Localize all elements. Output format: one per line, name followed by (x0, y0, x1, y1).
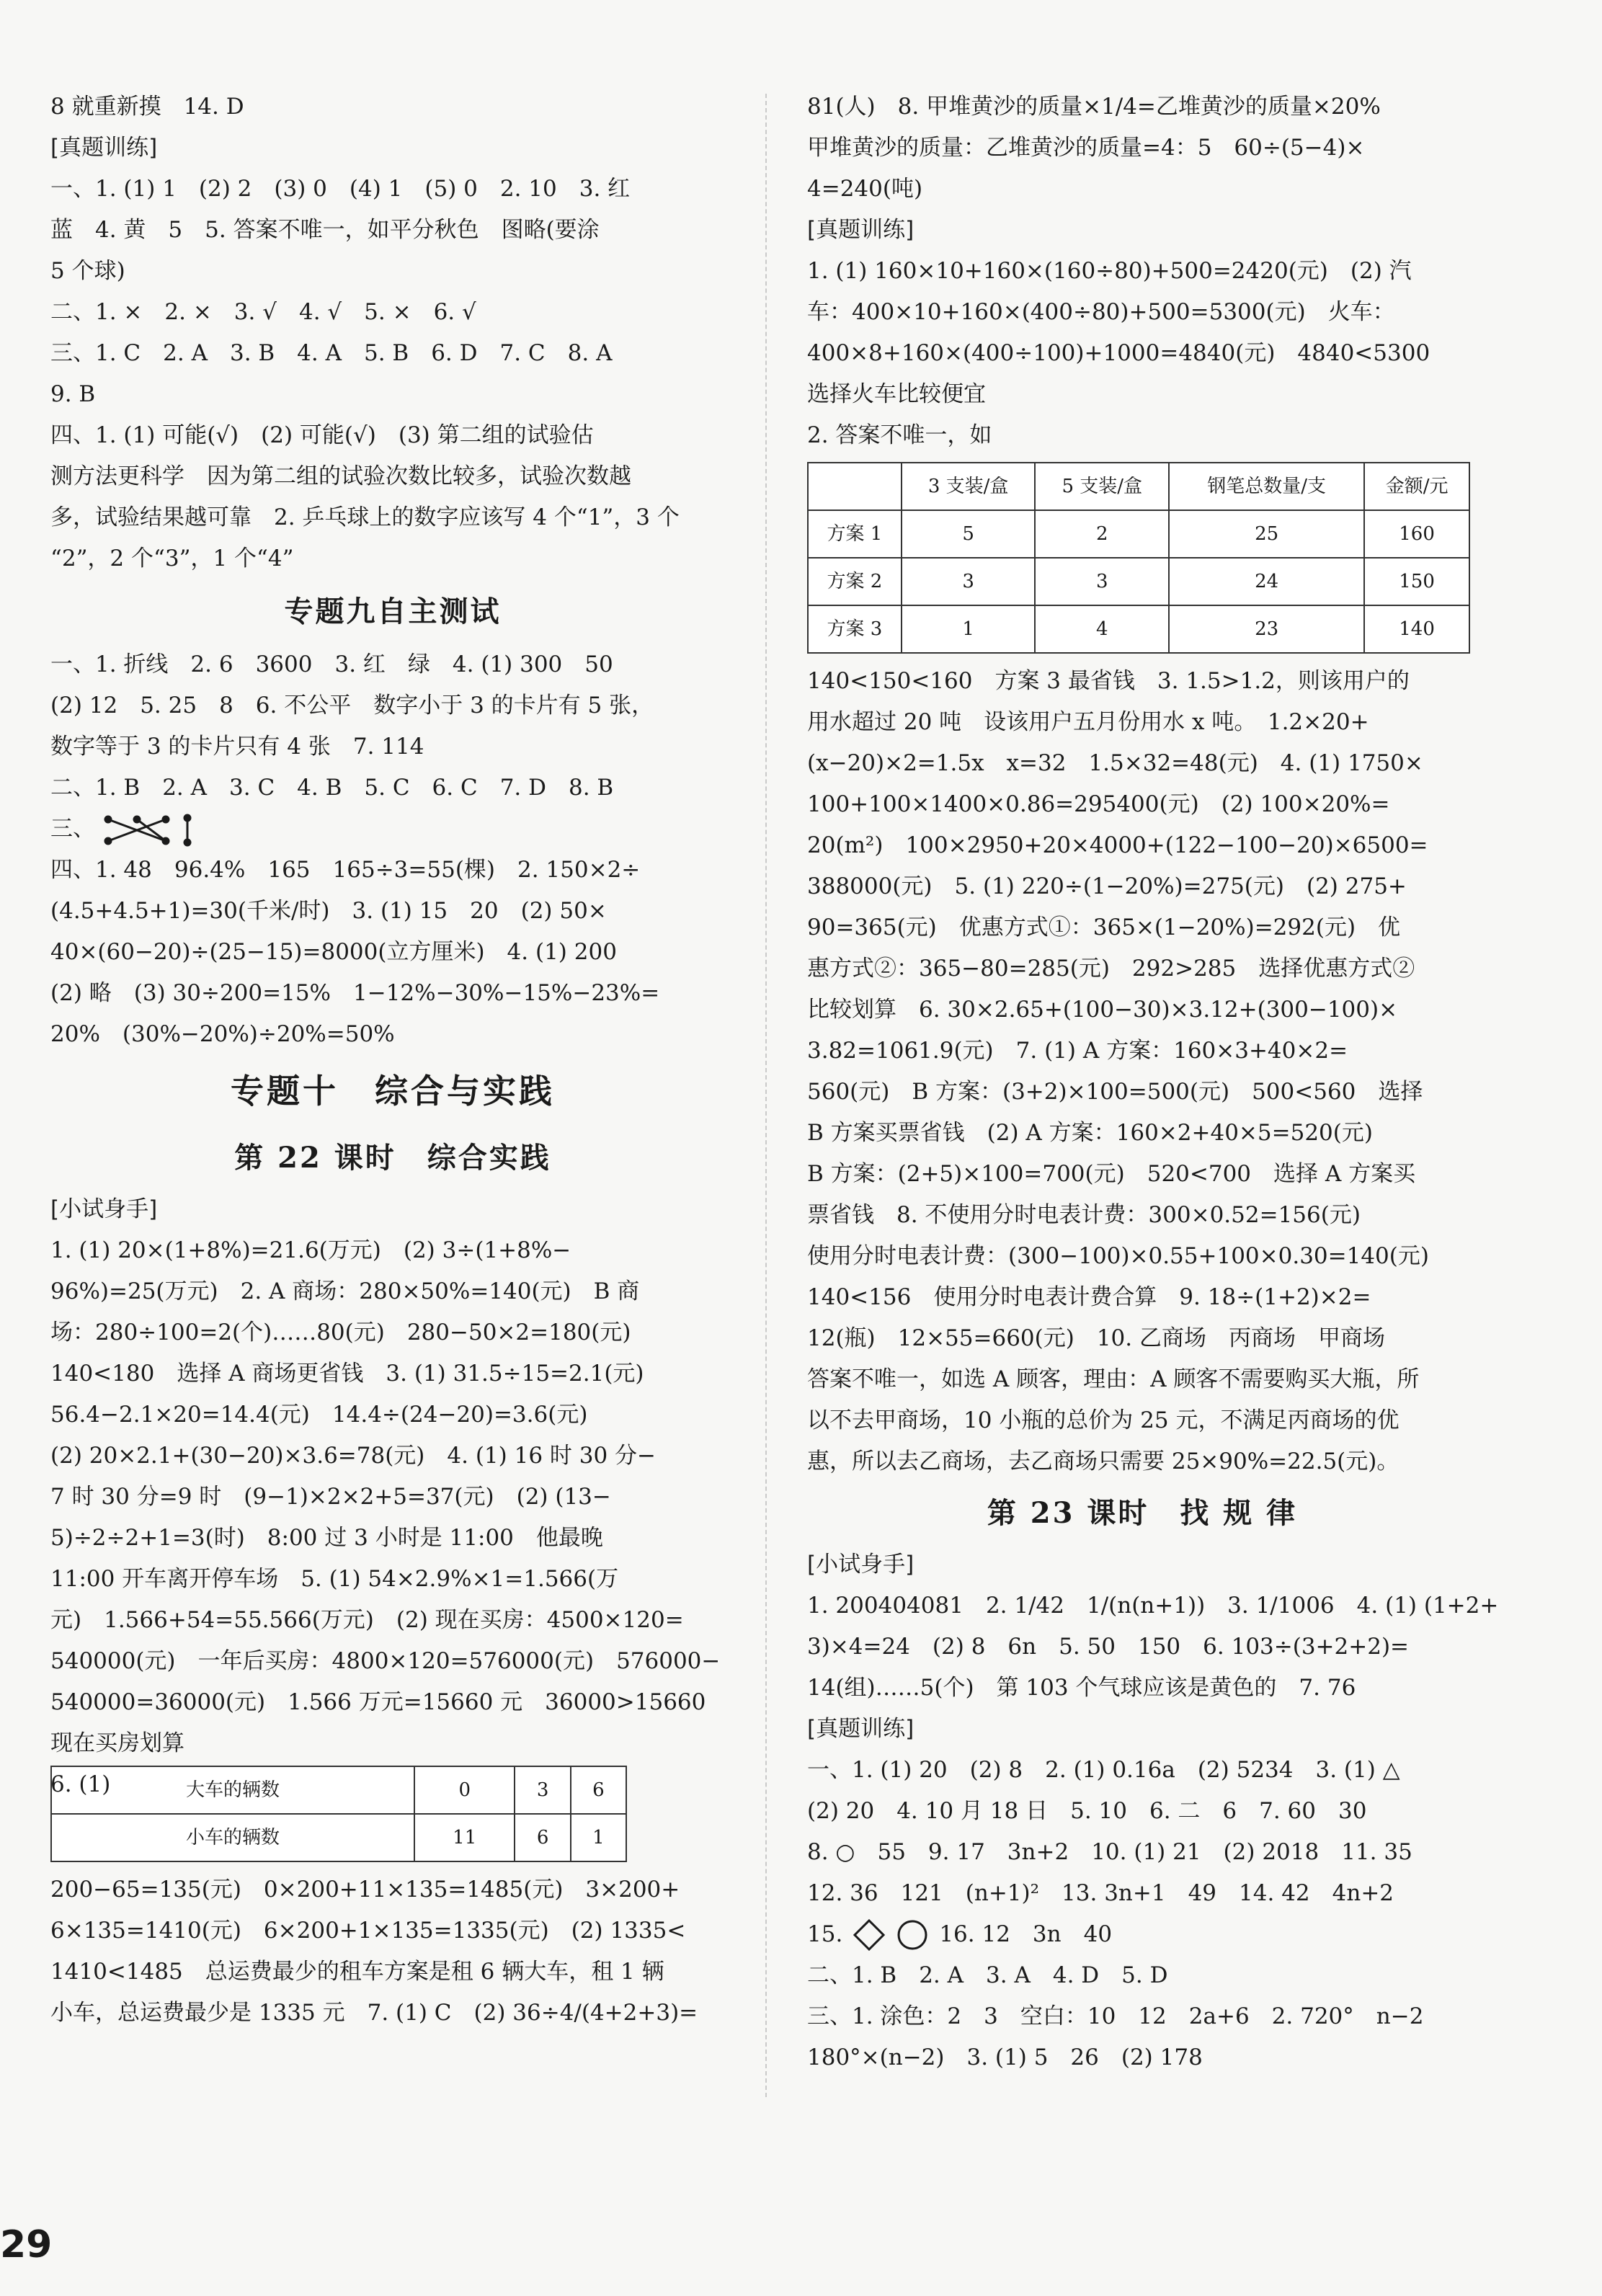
text-line: 540000(元) 一年后买房：4800×120=576000(元) 576000− (50, 1648, 721, 1674)
text-line: 400×8+160×(400÷100)+1000=4840(元) 4840<5300 (807, 340, 1430, 366)
text-line: 票省钱 8. 不使用分时电表计费：300×0.52=156(元) (807, 1202, 1361, 1228)
text-line: 6×135=1410(元) 6×200+1×135=1335(元) (2) 1335< (50, 1918, 686, 1944)
text-line: 1. (1) 160×10+160×(160÷80)+500=2420(元) (2) 汽 (807, 258, 1412, 284)
table-row (51, 1814, 626, 1861)
table-cell: 0 (414, 1766, 515, 1814)
lesson-heading: 第 22 课时 综合实践 (234, 1141, 551, 1175)
text-line: 140<156 使用分时电表计费合算 9. 18÷(1+2)×2= (807, 1284, 1371, 1310)
text-line: B 方案：(2+5)×100=700(元) 520<700 选择 A 方案买 (807, 1161, 1416, 1187)
text-line: B 方案买票省钱 (2) A 方案：160×2+40×5=520(元) (807, 1120, 1373, 1146)
table-cell: 150 (1364, 558, 1469, 605)
table-cell: 6 (515, 1814, 570, 1861)
table-cell: 4 (1035, 605, 1169, 653)
text-line: 2. 答案不唯一，如 (807, 422, 992, 448)
zhuanti9-block (50, 644, 735, 1055)
text-line: 3.82=1061.9(元) 7. (1) A 方案：160×3+40×2= (807, 1038, 1348, 1064)
chapter-heading: 专题十 综合与实践 (231, 1072, 555, 1111)
text-line: 四、1. (1) 可能(√) (2) 可能(√) (3) 第二组的试验估 (50, 422, 594, 448)
text-line: 180°×(n−2) 3. (1) 5 26 (2) 178 (807, 2044, 1203, 2070)
table-cell: 方案 3 (808, 605, 902, 653)
right-column (807, 86, 1499, 2078)
question-label: 15. (807, 1921, 843, 1947)
text-line: 甲堆黄沙的质量：乙堆黄沙的质量=4：5 60÷(5−4)× (807, 135, 1365, 161)
zhenti-block-1 (50, 169, 735, 579)
section-tag: [小试身手] (50, 1196, 158, 1222)
text-line: 小车，总运费最少是 1335 元 7. (1) C (2) 36÷4/(4+2+3)= (50, 2000, 698, 2026)
table-cell: 3 (902, 558, 1036, 605)
text-line: 多，试验结果越可靠 2. 乒乓球上的数字应该写 4 个“1”，3 个 (50, 504, 680, 530)
matching-lines-icon (102, 812, 210, 848)
matching-label: 三、 (50, 816, 95, 842)
shape-answer-line (807, 1914, 1477, 1955)
diamond-icon (853, 1918, 886, 1952)
text-line: 40×(60−20)÷(25−15)=8000(立方厘米) 4. (1) 200 (50, 939, 617, 965)
text-line: 场：280÷100=2(个)……80(元) 280−50×2=180(元) (50, 1320, 631, 1345)
section-tag: [小试身手] (807, 1552, 915, 1578)
text-line: 现在买房划算 (50, 1730, 184, 1756)
text-line: 一、1. (1) 20 (2) 8 2. (1) 0.16a (2) 5234 3. (1) △ (807, 1757, 1400, 1783)
text-line: 3)×4=24 (2) 8 6n 5. 50 150 6. 103÷(3+2+2)= (807, 1634, 1410, 1660)
table-cell: 3 (1035, 558, 1169, 605)
text-line: 二、1. × 2. × 3. √ 4. √ 5. × 6. √ (50, 299, 476, 325)
column-divider (765, 94, 767, 2097)
text-line: 12(瓶) 12×55=660(元) 10. 乙商场 丙商场 甲商场 (807, 1325, 1385, 1351)
text-line: 二、1. B 2. A 3. A 4. D 5. D (807, 1962, 1168, 1988)
zhenti-block-2 (807, 251, 1477, 456)
text-line: 560(元) B 方案：(3+2)×100=500(元) 500<560 选择 (807, 1079, 1423, 1105)
text-line: 4=240(吨) (807, 176, 923, 202)
text-line: 96%)=25(万元) 2. A 商场：280×50%=140(元) B 商 (50, 1278, 640, 1304)
text-line: 数字等于 3 的卡片只有 4 张 7. 114 (50, 734, 424, 760)
after-pen-table (807, 661, 1477, 1482)
vehicle-table (50, 1766, 627, 1862)
table-cell: 23 (1169, 605, 1364, 653)
table-header: 钢笔总数量/支 (1169, 463, 1364, 510)
table-header: 3 支装/盒 (902, 463, 1036, 510)
text-line: 9. B (50, 381, 96, 407)
lesson23-block-a (807, 1585, 1499, 1709)
table-header: 金额/元 (1364, 463, 1469, 510)
text-line: 1. 200404081 2. 1/42 1/(n(n+1)) 3. 1/1006 4. (1) (1+2+ (807, 1593, 1499, 1619)
lesson23-block-b (807, 1750, 1477, 2078)
text-line: 8 就重新摸 14. D (50, 94, 244, 120)
text-line: (2) 20×2.1+(30−20)×3.6=78(元) 4. (1) 16 时 30 分− (50, 1443, 657, 1469)
left-column (50, 86, 735, 2034)
table-cell: 25 (1169, 510, 1364, 558)
lesson22-block (50, 1230, 735, 1764)
text-line: 140<180 选择 A 商场更省钱 3. (1) 31.5÷15=2.1(元) (50, 1361, 644, 1387)
text-line: 7 时 30 分=9 时 (9−1)×2×2+5=37(元) (2) (13− (50, 1484, 611, 1510)
text-line: 20% (30%−20%)÷20%=50% (50, 1021, 395, 1047)
text-line: 81(人) 8. 甲堆黄沙的质量×1/4=乙堆黄沙的质量×20% (807, 94, 1381, 120)
lesson-heading: 第 23 课时 找 规 律 (987, 1496, 1298, 1530)
text-line: 三、1. 涂色：2 3 空白：10 12 2a+6 2. 720° n−2 (807, 2003, 1424, 2029)
table-cell: 11 (414, 1814, 515, 1861)
table-cell: 3 (515, 1766, 570, 1814)
table-cell: 小车的辆数 (51, 1814, 414, 1861)
pen-plan-table (807, 462, 1470, 654)
text-line: 11:00 开车离开停车场 5. (1) 54×2.9%×1=1.566(万 (50, 1566, 619, 1592)
table-header-row (808, 463, 1469, 510)
text-line: 一、1. (1) 1 (2) 2 (3) 0 (4) 1 (5) 0 2. 10 3. 红 (50, 176, 631, 202)
text-line: 车：400×10+160×(400÷80)+500=5300(元) 火车： (807, 299, 1395, 325)
text-line: 200−65=135(元) 0×200+11×135=1485(元) 3×200+ (50, 1877, 680, 1903)
table-cell: 6 (571, 1766, 626, 1814)
text-line: 8. ○ 55 9. 17 3n+2 10. (1) 21 (2) 2018 11. 35 (807, 1839, 1412, 1865)
circle-icon (896, 1918, 929, 1952)
text-line: 三、1. C 2. A 3. B 4. A 5. B 6. D 7. C 8. A (50, 340, 613, 366)
text-line: 5 个球) (50, 258, 125, 284)
text-line: (2) 略 (3) 30÷200=15% 1−12%−30%−15%−23%= (50, 980, 660, 1006)
text-line: “2”，2 个“3”，1 个“4” (50, 546, 294, 571)
table-row (808, 605, 1469, 653)
text-line: 14(组)……5(个) 第 103 个气球应该是黄色的 7. 76 (807, 1675, 1356, 1701)
text-line: 1. (1) 20×(1+8%)=21.6(万元) (2) 3÷(1+8%− (50, 1237, 571, 1263)
text-line: 用水超过 20 吨 设该用户五月份用水 x 吨。 1.2×20+ (807, 709, 1369, 735)
text-line: 5)÷2÷2+1=3(时) 8:00 过 3 小时是 11:00 他最晚 (50, 1525, 603, 1551)
section-heading: 专题九自主测试 (284, 595, 502, 628)
text-line: 比较划算 6. 30×2.65+(100−30)×3.12+(300−100)× (807, 997, 1398, 1023)
table-row (808, 558, 1469, 605)
text-line: 使用分时电表计费：(300−100)×0.55+100×0.30=140(元) (807, 1243, 1429, 1269)
text-line: (2) 12 5. 25 8 6. 不公平 数字小于 3 的卡片有 5 张， (50, 693, 654, 718)
table-row (808, 510, 1469, 558)
matching-line (50, 809, 735, 850)
page-number: 29 (0, 2223, 53, 2266)
text-line: 388000(元) 5. (1) 220÷(1−20%)=275(元) (2) 275+ (807, 873, 1407, 899)
table-row (51, 1766, 626, 1814)
table-header (808, 463, 902, 510)
question-label: 6. (1) (50, 1771, 111, 1797)
text-line: 四、1. 48 96.4% 165 165÷3=55(棵) 2. 150×2÷ (50, 857, 641, 883)
text-line: 16. 12 3n 40 (939, 1921, 1113, 1947)
text-line: 12. 36 121 (n+1)² 13. 3n+1 49 14. 42 4n+2 (807, 1880, 1394, 1906)
table-cell: 160 (1364, 510, 1469, 558)
table-header: 5 支装/盒 (1035, 463, 1169, 510)
text-line: 100+100×1400×0.86=295400(元) (2) 100×20%= (807, 791, 1390, 817)
text-line: 1410<1485 总运费最少的租车方案是租 6 辆大车，租 1 辆 (50, 1959, 664, 1985)
text-line: (4.5+4.5+1)=30(千米/时) 3. (1) 15 20 (2) 50× (50, 898, 607, 924)
text-line: 140<150<160 方案 3 最省钱 3. 1.5>1.2，则该用户的 (807, 668, 1410, 694)
text-line: 56.4−2.1×20=14.4(元) 14.4÷(24−20)=3.6(元) (50, 1402, 588, 1428)
text-line: 答案不唯一，如选 A 顾客，理由：A 顾客不需要购买大瓶，所 (807, 1366, 1420, 1392)
table-cell: 1 (571, 1814, 626, 1861)
table-cell: 1 (902, 605, 1036, 653)
text-line: 惠，所以去乙商场，去乙商场只需要 25×90%=22.5(元)。 (807, 1449, 1399, 1474)
text-line: 惠方式②：365−80=285(元) 292>285 选择优惠方式② (807, 956, 1415, 982)
text-line: 一、1. 折线 2. 6 3600 3. 红 绿 4. (1) 300 50 (50, 651, 613, 677)
text-line: 元) 1.566+54=55.566(万元) (2) 现在买房：4500×120= (50, 1607, 684, 1633)
section-tag: [真题训练] (50, 135, 158, 161)
table-cell: 方案 1 (808, 510, 902, 558)
text-line: 以不去甲商场，10 小瓶的总价为 25 元，不满足丙商场的优 (807, 1407, 1399, 1433)
table-cell: 5 (902, 510, 1036, 558)
text-line: 二、1. B 2. A 3. C 4. B 5. C 6. C 7. D 8. B (50, 775, 614, 801)
table-cell: 24 (1169, 558, 1364, 605)
text-line: 蓝 4. 黄 5 5. 答案不唯一，如平分秋色 图略(要涂 (50, 217, 600, 243)
text-line: 90=365(元) 优惠方式①：365×(1−20%)=292(元) 优 (807, 915, 1401, 940)
text-line: 540000=36000(元) 1.566 万元=15660 元 36000>15660 (50, 1689, 706, 1715)
table-cell: 2 (1035, 510, 1169, 558)
table-cell: 方案 2 (808, 558, 902, 605)
text-line: 选择火车比较便宜 (807, 381, 986, 407)
text-line: (x−20)×2=1.5x x=32 1.5×32=48(元) 4. (1) 1750× (807, 750, 1423, 776)
after-vehicle-table (50, 1869, 735, 2034)
section-tag: [真题训练] (807, 1716, 915, 1742)
table-cell: 大车的辆数 (51, 1766, 414, 1814)
section-tag: [真题训练] (807, 217, 915, 243)
text-line: (2) 20 4. 10 月 18 日 5. 10 6. 二 6 7. 60 30 (807, 1798, 1367, 1824)
text-line: 测方法更科学 因为第二组的试验次数比较多，试验次数越 (50, 463, 631, 489)
text-line: 20(m²) 100×2950+20×4000+(122−100−20)×6500= (807, 832, 1428, 858)
table-cell: 140 (1364, 605, 1469, 653)
